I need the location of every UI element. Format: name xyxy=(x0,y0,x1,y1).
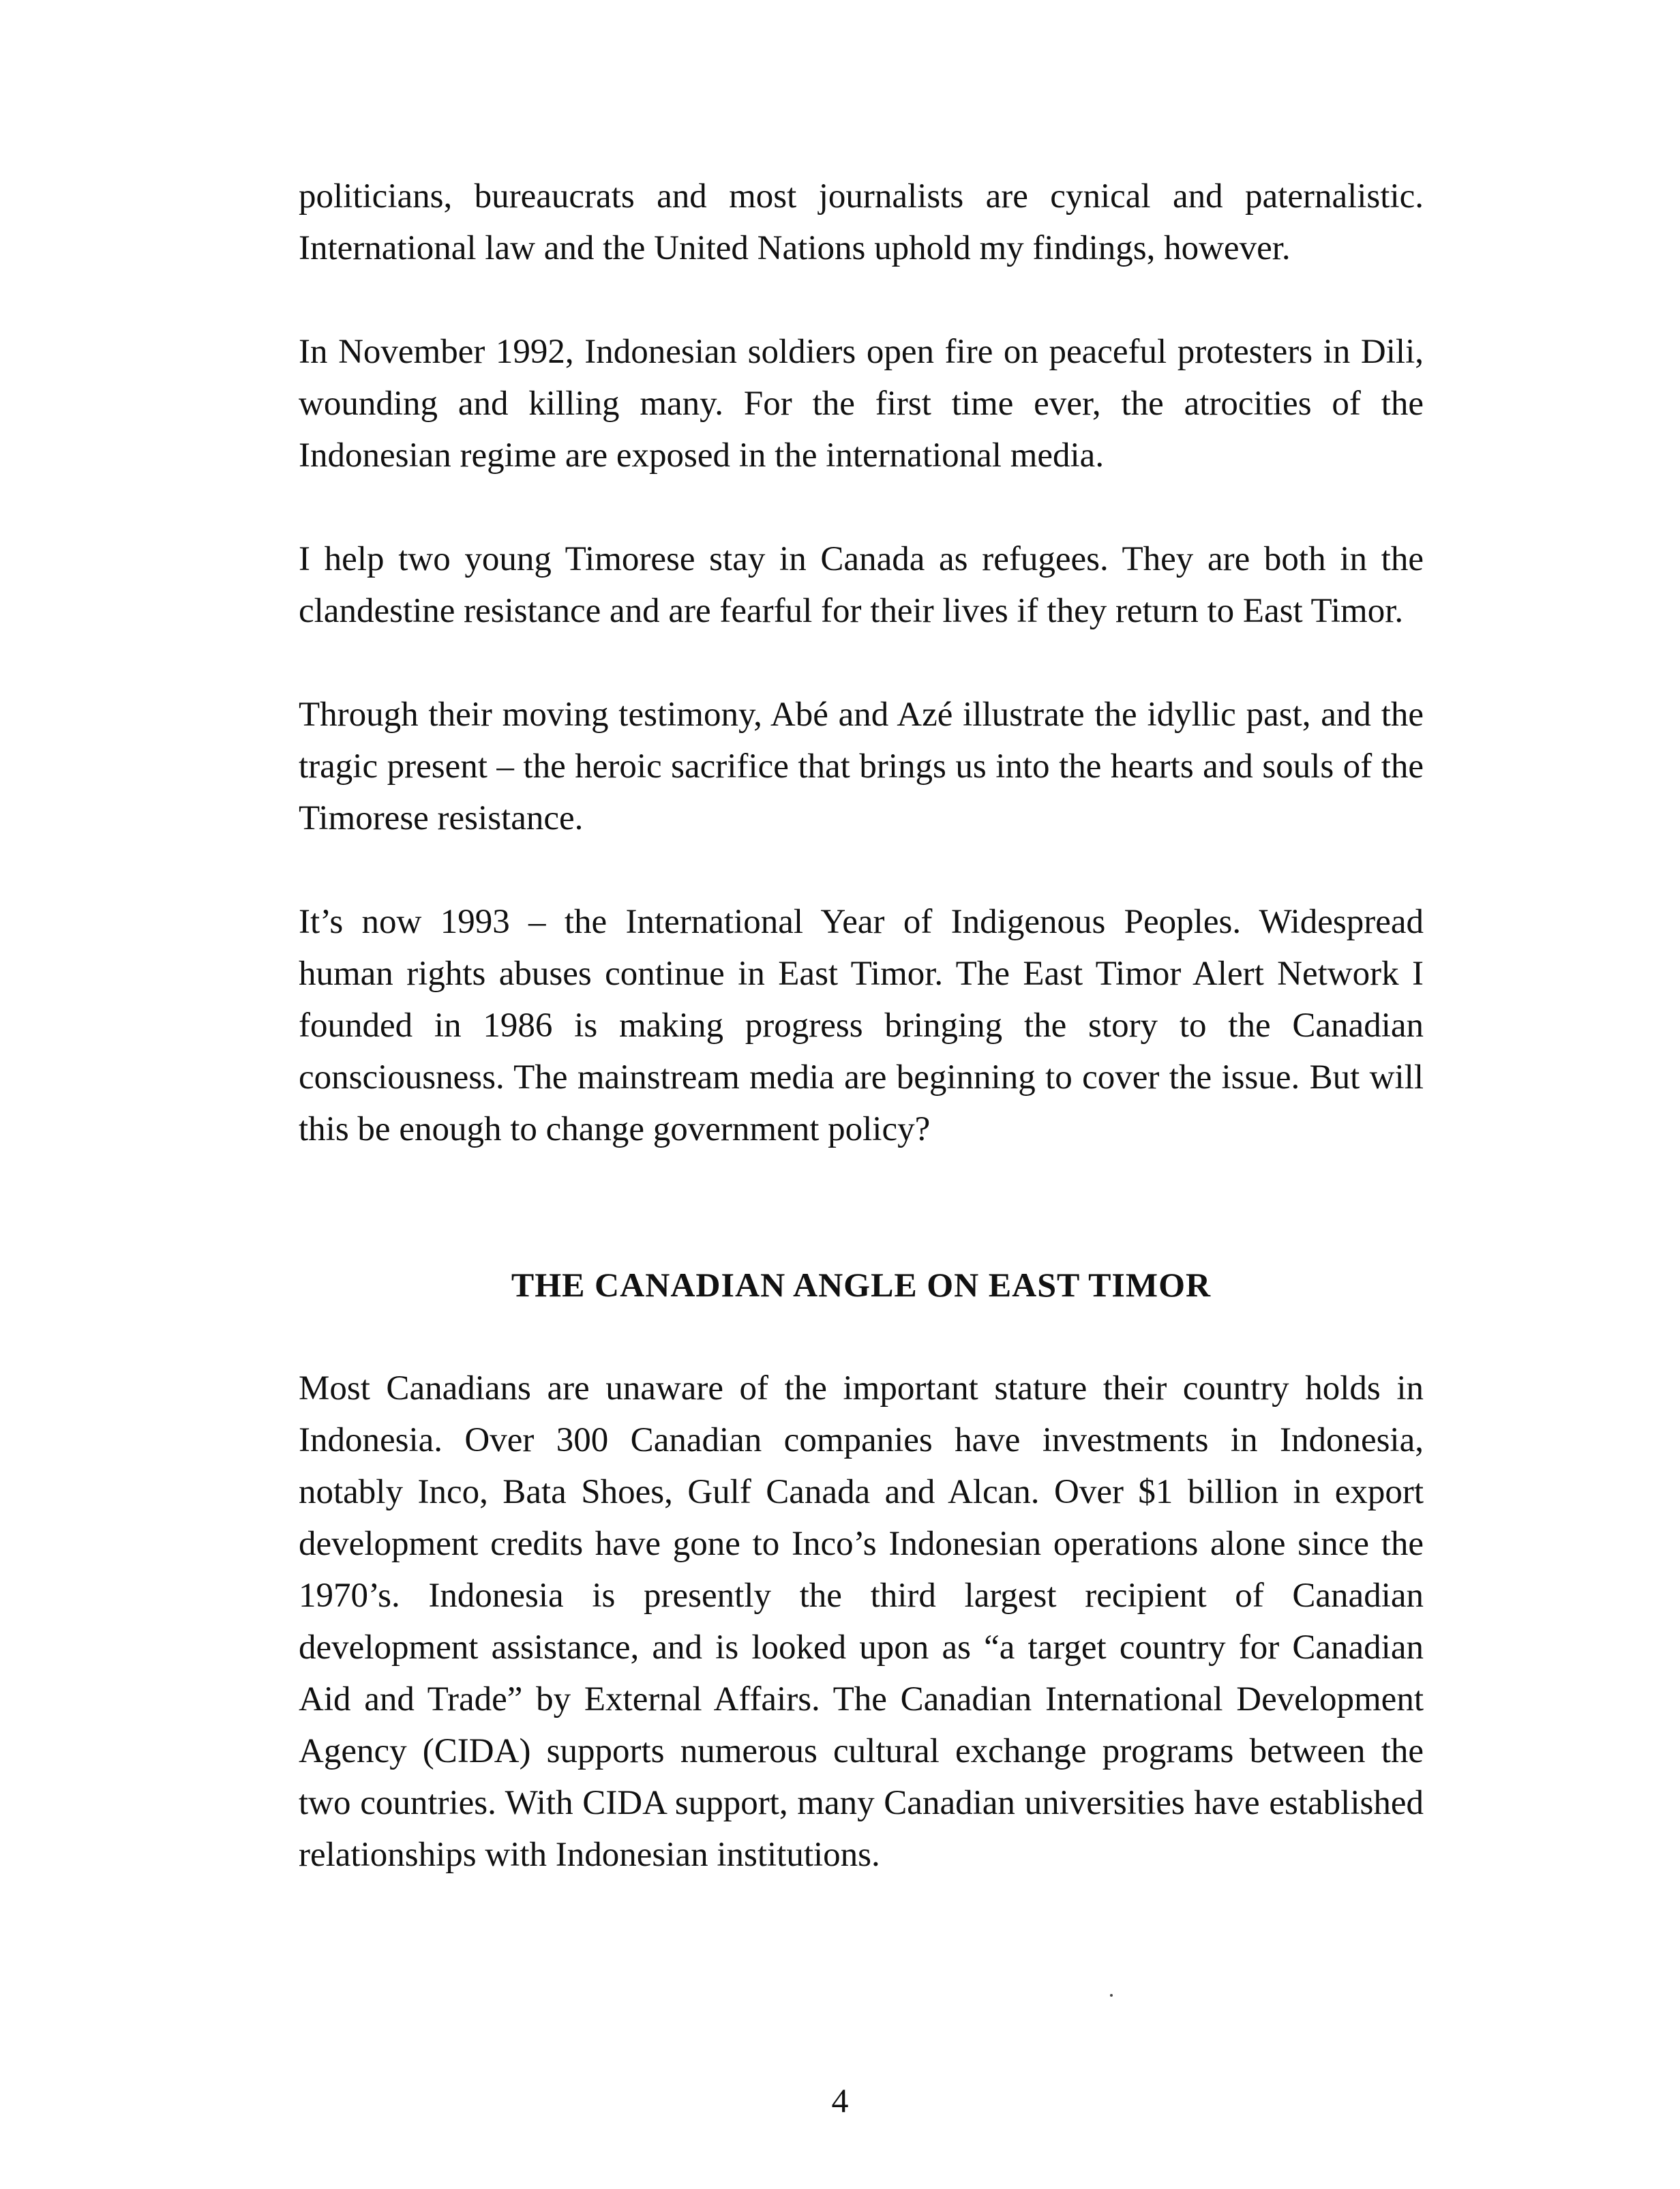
paragraph-4: Through their moving testimony, Abé and Azé illustrate the idyllic past, and the tragic present – the heroic sacrifice that brings us into the hearts and souls of the Timorese resistance. xyxy=(299,696,1424,837)
scan-speck xyxy=(1110,1994,1113,1997)
paragraph-5: It’s now 1993 – the International Year of Indigenous Peoples. Widespread human rights abuses continue in East Timor. The East Timor Alert Network I founded in 1986 is making progress bringing the story to the Canadian consciousness. The mainstream media are beginning to cover the issue. But will this be enough to change government policy? xyxy=(299,903,1424,1148)
paragraph-1: politicians, bureaucrats and most journalists are cynical and paternalistic. International law and the United Nations uphold my findings, however. xyxy=(299,177,1424,267)
page-number: 4 xyxy=(831,2081,849,2119)
section-heading: THE CANADIAN ANGLE ON EAST TIMOR xyxy=(511,1266,1212,1304)
paragraph-3: I help two young Timorese stay in Canada as refugees. They are both in the clandestine resistance and are fearful for their lives if they return to East Timor. xyxy=(299,540,1424,630)
paragraph-2: In November 1992, Indonesian soldiers open fire on peaceful protesters in Dili, wounding and killing many. For the first time ever, the atrocities of the Indonesian regime are exposed in the international media. xyxy=(299,333,1424,475)
document-page xyxy=(299,170,1424,1881)
section-body-paragraph: Most Canadians are unaware of the important stature their country holds in Indonesia. Over 300 Canadian companies have investments in Indonesia, notably Inco, Bata Shoes, Gulf Canada and Alcan. Over $1 billion in export development credits have gone to Inco’s Indonesian operations alone since the 1970’s. Indonesia is presently the third largest recipient of Canadian development assistance, and is looked upon as “a target country for Canadian Aid and Trade” by External Affairs. The Canadian International Development Agency (CIDA) supports numerous cultural exchange programs between the two countries. With CIDA support, many Canadian universities have established relationships with Indonesian institutions. xyxy=(299,1369,1424,1874)
